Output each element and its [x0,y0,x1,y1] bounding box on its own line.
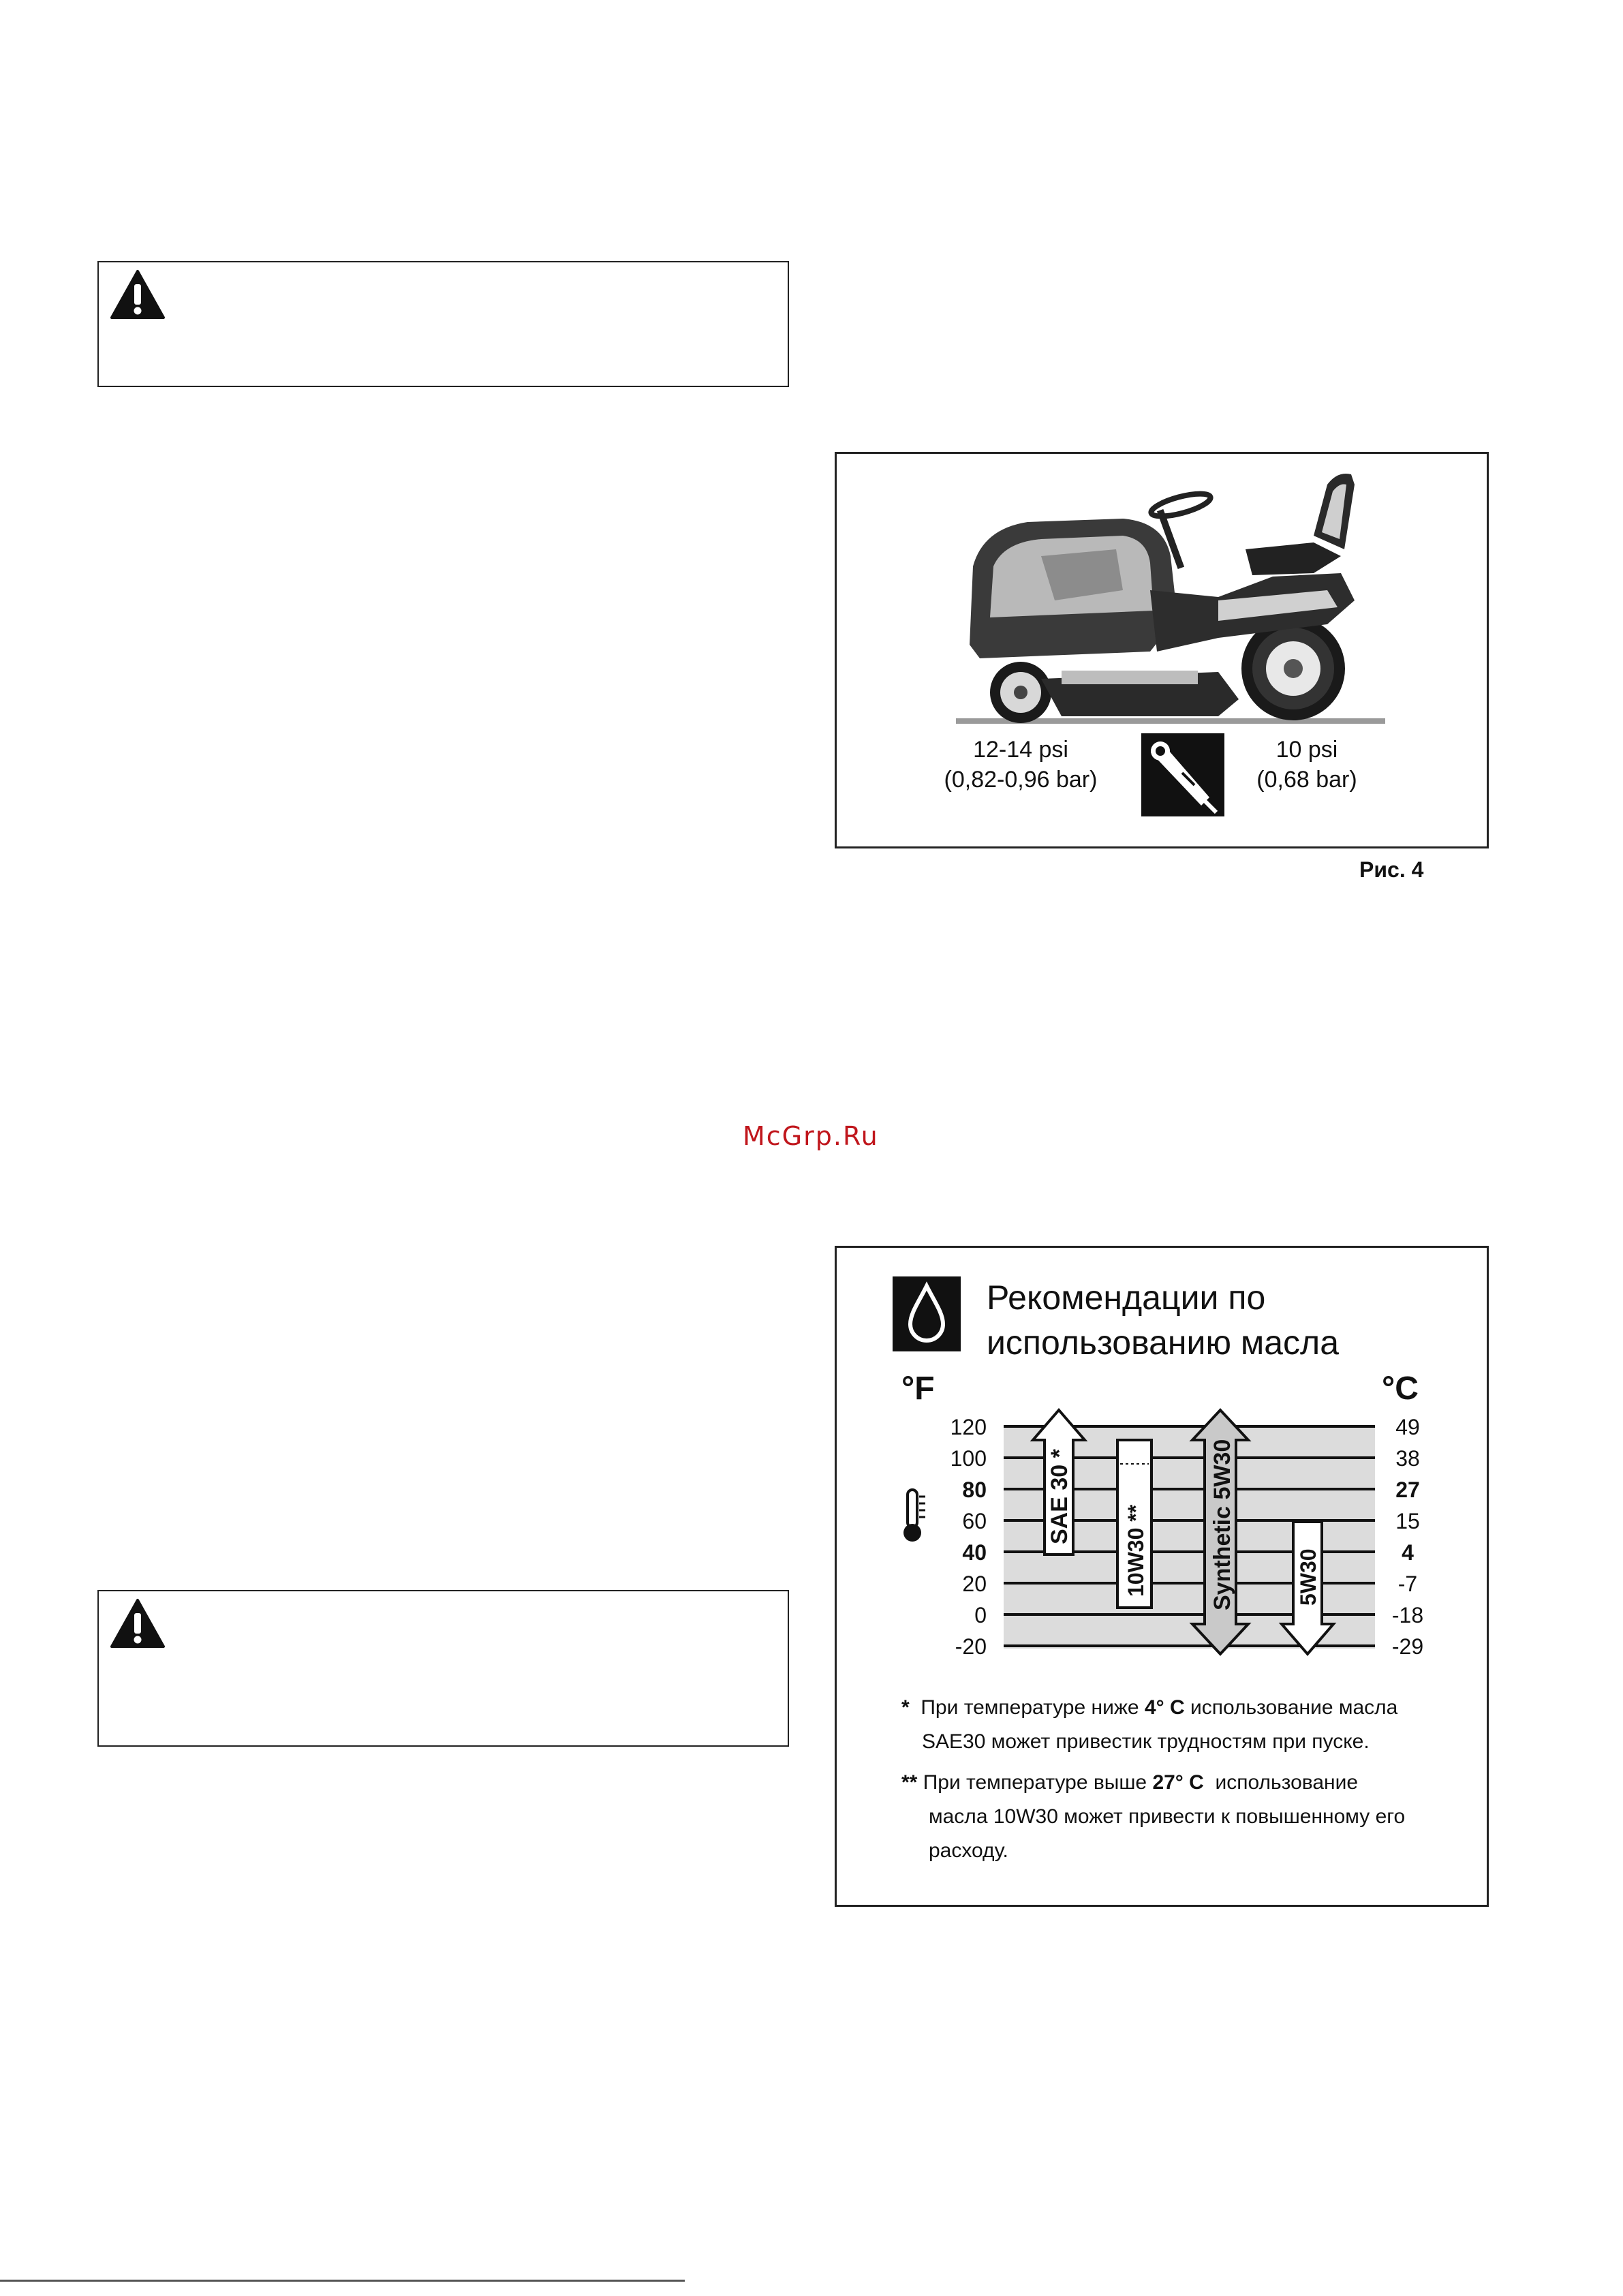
footnote-1-text-a: При температуре ниже [921,1696,1139,1719]
oil-title [987,1275,1339,1365]
fahrenheit-tick-label: 0 [974,1603,987,1627]
fahrenheit-tick-label: 20 [962,1572,987,1596]
oil-title-line2: использованию масла [987,1323,1340,1362]
footnote-2-mark: ** [901,1771,918,1794]
fahrenheit-axis [950,1415,987,1659]
celsius-tick-label: -29 [1391,1634,1424,1659]
bottom-rule [0,2280,685,2282]
celsius-unit: °C [1382,1371,1419,1407]
sae30-label: SAE 30 * [1047,1449,1072,1544]
fahrenheit-tick-label: -20 [955,1634,987,1659]
oil-recommendation-figure [835,1246,1489,1907]
celsius-tick-label: 4 [1402,1540,1414,1565]
warning-triangle-icon [110,269,166,320]
riding-mower-illustration [837,454,1487,740]
pressure-gauge-icon [1141,733,1224,816]
oil-title-line1: Рекомендации по [987,1279,1266,1317]
front-pressure-psi: 12-14 psi [973,737,1068,763]
footnote-1-text-c: SAE30 может привестик трудностям при пуске. [922,1730,1370,1753]
celsius-tick-label: -7 [1397,1572,1418,1596]
footnote-1 [901,1691,1467,1759]
rear-tire-pressure [1218,735,1395,795]
rear-pressure-psi: 10 psi [1276,737,1338,763]
front-tire-pressure [932,735,1109,795]
footnote-2 [901,1766,1467,1868]
footnote-2-text-d: расходу. [929,1839,1008,1862]
fahrenheit-tick-label: 40 [962,1540,987,1565]
thermometer-icon [903,1490,925,1542]
footnote-1-temp: 4° C [1144,1696,1185,1719]
fahrenheit-tick-label: 120 [950,1415,987,1439]
tire-pressure-figure [835,452,1489,848]
footnote-2-temp: 27° C [1152,1771,1204,1794]
10w30-range-box [1117,1440,1151,1608]
fahrenheit-unit: °F [901,1371,935,1407]
celsius-tick-label: 38 [1395,1446,1420,1471]
celsius-axis [1392,1415,1423,1659]
footnote-2-text-a: При температуре выше [923,1771,1147,1794]
watermark: McGrp.Ru [743,1121,879,1151]
footnote-1-text-b: использование масла [1190,1696,1398,1719]
5w30-label: 5W30 [1296,1548,1320,1606]
oil-drop-icon [893,1276,961,1351]
footnote-2-text-c: масла 10W30 может привести к повышенному его [929,1805,1406,1828]
warning-box-bottom [97,1590,789,1747]
footnote-2-text-b: использование [1215,1771,1359,1794]
rear-pressure-bar: (0,68 bar) [1256,767,1357,793]
celsius-tick-label: -18 [1391,1603,1424,1627]
fahrenheit-tick-label: 80 [962,1478,987,1502]
10w30-label: 10W30 ** [1124,1504,1148,1597]
celsius-tick-label: 49 [1395,1415,1420,1439]
figure-caption: Рис. 4 [1359,857,1424,882]
celsius-tick-label: 15 [1395,1509,1420,1533]
synthetic-label: Synthetic 5W30 [1209,1439,1235,1610]
warning-triangle-icon [110,1598,166,1649]
fahrenheit-tick-label: 100 [950,1446,987,1471]
front-pressure-bar: (0,82-0,96 bar) [944,767,1098,793]
fahrenheit-tick-label: 60 [962,1509,987,1533]
footnote-1-mark: * [901,1696,910,1719]
warning-box-top [97,261,789,387]
oil-temperature-chart [837,1364,1487,1670]
celsius-tick-label: 27 [1395,1478,1420,1502]
